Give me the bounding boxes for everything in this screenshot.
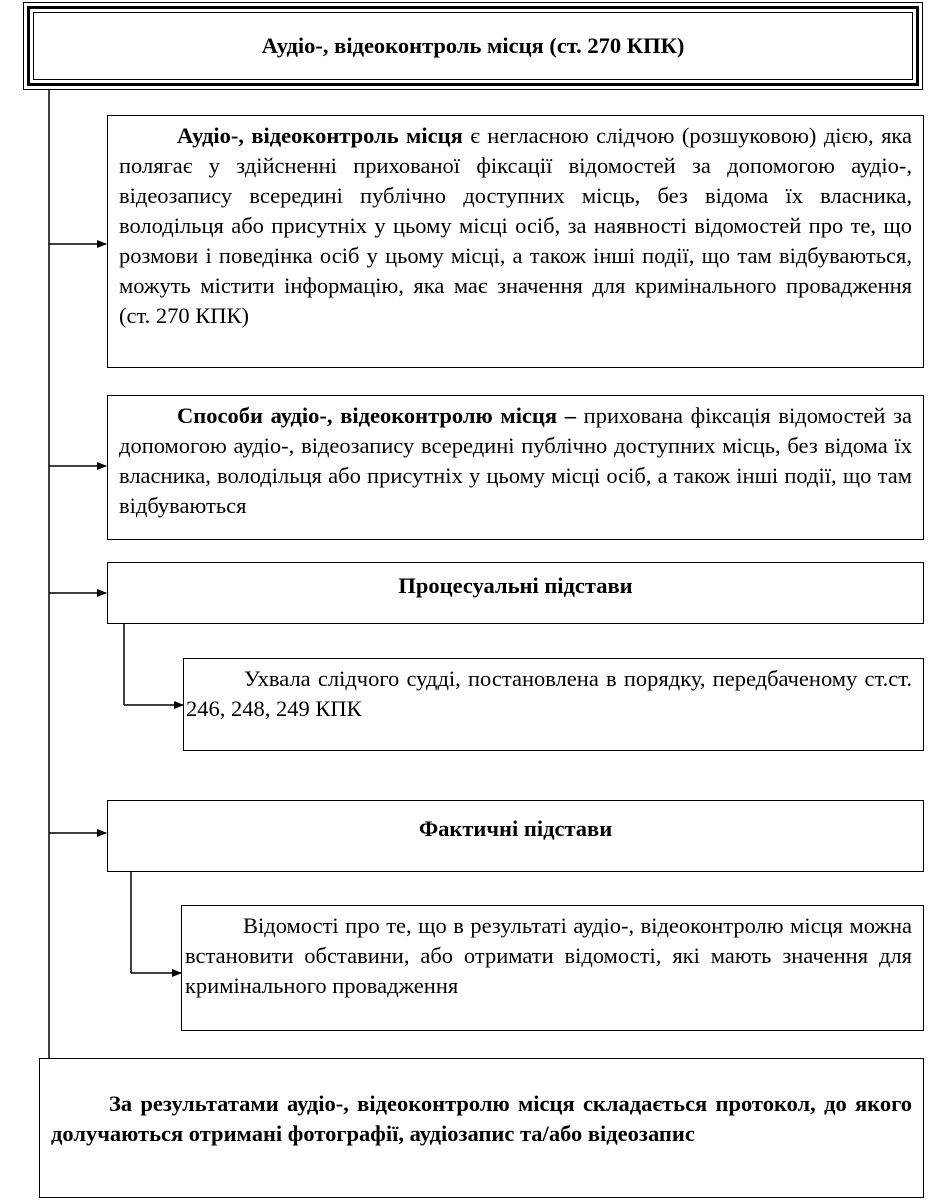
- result-text: За результатами аудіо-, відеоконтролю місця складається протокол, до якого долучаються отримані фотографії, аудіозапис та/або відеозапис: [51, 1091, 912, 1146]
- methods-box: [107, 395, 924, 540]
- court-ruling-box: [183, 658, 924, 751]
- factual-grounds-box: [107, 800, 924, 872]
- procedural-grounds-heading: Процесуальні підстави: [398, 573, 633, 598]
- methods-term: Способи аудіо-, відеоконтролю місця –: [177, 403, 576, 428]
- factual-grounds-heading: Фактичні підстави: [418, 816, 613, 841]
- result-paragraph: [51, 1089, 912, 1149]
- definition-term: Аудіо-, відеоконтроль місця: [177, 123, 463, 148]
- definition-box: [107, 115, 924, 368]
- definition-text: є негласною слідчою (розшуковою) дією, яка полягає у здійсненні прихованої фіксації відомостей за допомогою аудіо-, відеозапису всередині публічно доступних місць, без відома їх власника, володільця або присутніх у цьому місці осіб, за наявності відомостей про те, що розмови і поведінка осіб у цьому місці, а також інші події, що там відбуваються, можуть містити інформацію, яка має значення для кримінального провадження (ст. 270 КПК): [119, 123, 912, 328]
- definition-paragraph: [119, 121, 912, 331]
- procedural-grounds-box: [107, 562, 924, 624]
- factual-info-box: [181, 905, 924, 1031]
- factual-info-paragraph: [185, 911, 912, 1001]
- court-ruling-text: Ухвала слідчого судді, постановлена в порядку, передбаченому ст.ст. 246, 248, 249 КПК: [186, 666, 912, 721]
- title-text: Аудіо-, відеоконтроль місця (ст. 270 КПК): [261, 33, 685, 58]
- methods-text: прихована фіксація відомостей за допомогою аудіо-, відеозапису всередині публічно доступних місць, без відома їх власника, володільця або присутніх у цьому місці осіб, а також інші події, що там відбуваються: [119, 403, 912, 518]
- methods-paragraph: [119, 401, 912, 521]
- title-box: [23, 2, 923, 90]
- factual-info-text: Відомості про те, що в результаті аудіо-, відеоконтролю місця можна встановити обставини, або отримати відомості, які мають значення для кримінального провадження: [185, 913, 912, 998]
- court-ruling-paragraph: [186, 664, 912, 724]
- result-box: [39, 1058, 924, 1198]
